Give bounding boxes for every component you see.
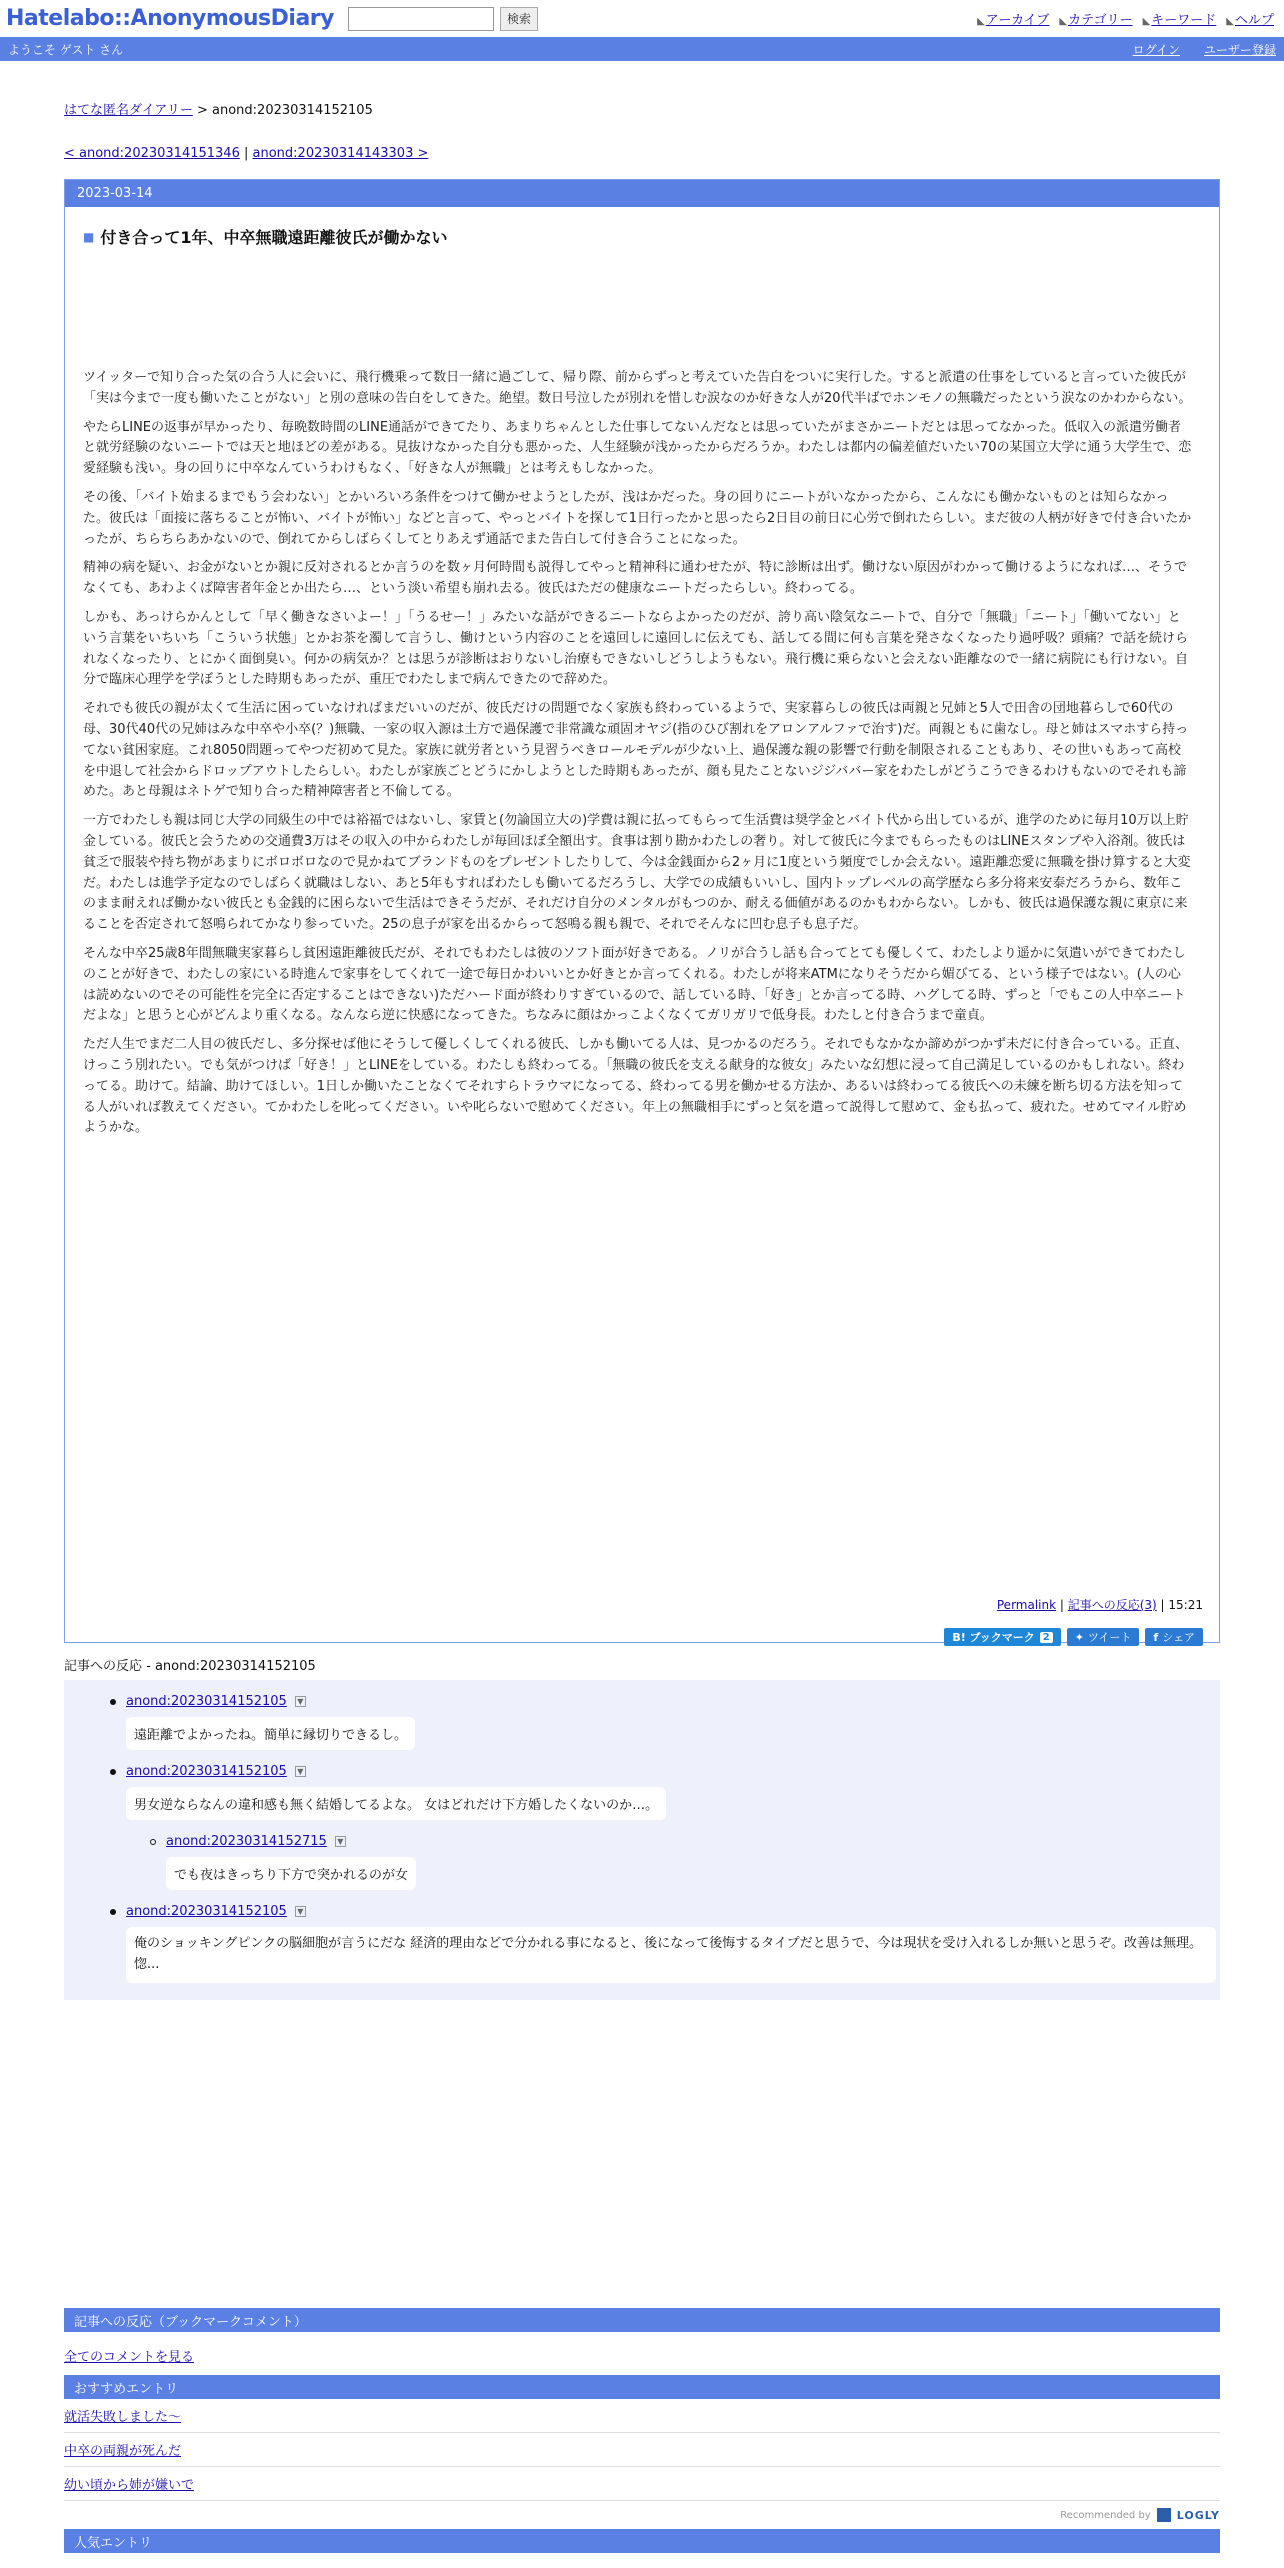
recommended-by [64,2501,1220,2529]
dropdown-icon[interactable]: ▼ [295,1766,306,1777]
nav-keyword [1143,9,1217,28]
reaction-item [80,1764,1204,1820]
reaction-text: でも夜はきっちり下方で突かれるのが女 [166,1857,416,1890]
reaction-link[interactable]: anond:20230314152105 [126,1694,287,1709]
nav-keyword-link[interactable]: キーワード [1151,13,1217,28]
bookmark-comments-heading: 記事への反応（ブックマークコメント） [64,2308,1220,2332]
entry-paragraph: ツイッターで知り合った気の合う人に会いに、飛行機乗って数日一緒に過ごして、帰り際、前からずっと考えていた告白をついに実行した。すると派遣の仕事をしていると言っていた彼氏が「実は今まで一度も働いたことがない」と別の意味の告白をしてきた。絶望。数日号泣したが別れを惜しむ涙なのか好きな人が20代半ばでホンモノの無職だったという涙なのかわからない。 [83,370,1192,406]
entry-paragraph: しかも、あっけらかんとして「早く働きなさいよー！」「うるせー！」みたいな話ができるニートならよかったのだが、誇り高い陰気なニートで、自分で「無職」「ニート」「働いてない」という言葉をいちいち「こういう状態」とかお茶を濁して言うし、働けという内容のことを遠回しに遠回しに伝えても、話してる間に何も言葉を発さなくなったり過呼吸？頭痛？で話を続けられなくなったり、とにかく面倒臭い。何かの病気か？とは思うが診断はおりないし治療もできないしどうしようもない。飛行機に乗らないと会えない距離なので一緒に病院にも行けない。自分で臨床心理学を学ぼうとした時期もあったが、重圧でわたしまで病んできたので辞めた。 [83,609,1189,688]
share-buttons [944,1628,1203,1646]
dropdown-icon[interactable]: ▼ [295,1906,306,1917]
triangle-icon: ◣ [1059,16,1068,27]
reactions-heading-id: anond:20230314152105 [154,1659,316,1674]
entry-time: 15:21 [1168,1598,1203,1612]
entry-paragraph: 精神の病を疑い、お金がないとか親に反対されるとか言うのを数ヶ月何時間も説得してやっと精神科に通わせたが、特に診断は出ず。働けない原因がわかって働けるようになれば…、そうでなくても、あわよくば障害者年金とか出たら…、という淡い希望も崩れ去る。彼氏はただの健康なニートだったらしい。終わってる。 [83,560,1187,597]
popular-heading: 人気エントリ [64,2529,1220,2553]
bullet-icon [110,1769,116,1775]
nav-help-link[interactable]: ヘルプ [1234,13,1274,28]
recommended-link[interactable]: 就活失敗しました〜 [64,2410,182,2425]
entry-title: 付き合って1年、中卒無職遠距離彼氏が働かない [100,228,448,247]
bullet-icon [150,1839,156,1845]
entry-paragraph: ただ人生でまだ二人目の彼氏だし、多分探せば他にそうして優しくしてくれる彼氏、しかも働いてる人は、見つかるのだろう。それでもなかなか諦めがつかず未だに付き合っている。正直、けっこう別れたい。でも気がつけば「好き！」とLINEをしている。わたしも終わってる。「無職の彼氏を支える献身的な彼女」みたいな幻想に浸って自己満足しているのかもしれない。終わってる。助けて。結論、助けてほしい。1日しか働いたことなくてそれすらトラウマになってる、終わってる男を働かせる方法か、あるいは終わってる彼氏への未練を断ち切る方法を知ってる人がいれば教えてください。てかわたしを叱ってください。いや叱らないで慰めてください。年上の無職相手にずっと気を遣って説得して慰めて、金も払って、疲れた。せめてマイル貯めようかな。 [83,1037,1189,1136]
welcome-bar [0,37,1284,61]
reaction-item [80,1904,1204,1983]
recommended-item [64,2399,1220,2433]
entry-title-row [83,225,1219,248]
bookmark-count: 2 [1040,1632,1053,1643]
prev-entry-link[interactable]: < anond:20230314151346 [64,146,240,161]
register-link[interactable]: ユーザー登録 [1203,42,1276,57]
reaction-text: 遠距離でよかったね。簡単に縁切りできるし。 [126,1717,415,1750]
site-logo[interactable]: Hatelabo::AnonymousDiary [6,6,334,31]
nav-archive-link[interactable]: アーカイブ [985,13,1050,28]
entry-body [83,368,1193,1139]
recommended-link[interactable]: 幼い頃から姉が嫌いで [64,2478,195,2493]
logly-logo[interactable]: LOGLY [1176,2508,1220,2522]
see-all-comments-link[interactable]: 全てのコメントを見る [64,2350,195,2365]
main-content [64,99,1220,2553]
reaction-link[interactable]: anond:20230314152105 [126,1904,287,1919]
logly-logo-icon [1157,2508,1171,2522]
reaction-header [80,1764,1204,1779]
tweet-label: ツイート [1087,1631,1132,1644]
bullet-icon [110,1909,116,1915]
reaction-link[interactable]: anond:20230314152105 [126,1764,287,1779]
triangle-icon: ◣ [1142,16,1151,27]
footer-separator: | [1056,1598,1068,1612]
bullet-icon [110,1699,116,1705]
nav-help [1226,9,1274,28]
top-nav [977,9,1278,28]
dropdown-icon[interactable]: ▼ [295,1696,306,1707]
entry-section [64,179,1220,1643]
triangle-icon: ◣ [1226,16,1234,27]
reactions-list [64,1680,1220,2000]
hatena-bookmark-button[interactable] [944,1628,1060,1646]
nav-archive [977,9,1049,28]
dropdown-icon[interactable]: ▼ [335,1836,346,1847]
next-entry-link[interactable]: anond:20230314143303 > [252,146,429,161]
search-input[interactable] [348,7,494,31]
breadcrumb-current: anond:20230314152105 [212,103,373,118]
entry-paragraph: それでも彼氏の親が太くて生活に困っていなければまだいいのだが、彼氏だけの問題でなく家族も終わっているようで、実家暮らしの彼氏は両親と兄姉と5人で田舎の団地暮らしで60代の母、30代40代の兄姉はみな中卒や小卒(？)無職、一家の収入源は土方で過保護で非常識な頑固オヤジ(指のひび割れをアロンアルファで治す)だ。両親ともに歯なし。母と姉はスマホすら持ってない貧困家庭。これ8050問題ってやつだ初めて見た。家族に就労者という見習うべきロールモデルが少ない上、過保護な親の影響で行動を制限されることもあり、その世いもあって高校を中退して社会からドロップアウトしたらしい。わたしが家族ごとどうにかしようとした時期もあったが、顔も見たことないジジババー家をわたしがどうこうできるわけもないのでそれも諦めた。あと母親はネトゲで知り合った精神障害者と不倫してる。 [83,701,1189,800]
square-icon: ■ [83,229,95,244]
time-separator: | [1156,1598,1169,1612]
recommended-by-label: Recommended by [1060,2509,1151,2521]
see-all-comments [64,2346,1220,2365]
nav-category-link[interactable]: カテゴリー [1068,13,1133,28]
facebook-share-label: シェア [1162,1631,1195,1644]
entry-paragraph: その後、「バイト始まるまでもう会わない」とかいろいろ条件をつけて働かせようとしたが、浅はかだった。身の回りにニートがいなかったから、こんなにも働かないものとは知らなかった。彼氏は「面接に落ちることが怖い、バイトが怖い」などと言って、やっとバイトを探して1日行ったかと思ったら2日目の前日に心労で倒れたらしい。まだ彼の人柄が好きで付き合いたかったが、ちらちらあかないので、倒れてからしばらくしてとりあえず通話でまた告白して付き合うことになった。 [83,489,1192,547]
nav-category [1059,9,1132,28]
bird-icon: ✦ [1074,1630,1084,1644]
facebook-icon: f [1153,1630,1159,1644]
reactions-link[interactable]: 記事への反応(3) [1067,1598,1157,1612]
breadcrumb-separator: > [192,103,213,118]
entry-paragraph: やたらLINEの返事が早かったり、毎晩数時間のLINE通話ができてたり、あまりちゃんとした仕事してないんだなとは思っていたがまさかニートだとは思ってなかった。低収入の派遣労働者と就労経験のないニートでは天と地ほどの差がある。見抜けなかった自分も悪かった、人生経験が浅かったからだろうか。わたしは都内の偏差値だいたい70の某国立大学に通う大学生で、恋愛経験も浅い。身の回りに中卒なんていうわけもなく、「好きな人が無職」とは考えもしなかった。 [83,419,1192,477]
prev-next-nav [64,146,1220,161]
entry-paragraph: そんな中卒25歳8年間無職実家暮らし貧困遠距離彼氏だが、それでもわたしは彼のソフト面が好きである。ノリが合うし話も合ってとても優しくて、わたしより遥かに気遣いができてわたしのことが好きで、わたしの家にいる時進んで家事をしてくれて一途で毎日かわいいとか好きとか言ってくれる。わたしが将来ATMになりそうだから媚びてる、という様子ではない。(人の心は読めないのでその可能性を完全に否定することはできない)ただハード面が終わりすぎているので、話している時、「好き」とか言ってる時、ハグしてる時、ずっと「でもこの人中卒ニートだよな」と思うと心がどんより重くなる。なんなら逆に快感になってきた。ちなみに顔はかっこよくなくてガリガリで低身長。わたしと付き合うまで童貞。 [83,945,1186,1024]
recommended-heading: おすすめエントリ [64,2375,1220,2399]
reaction-link[interactable]: anond:20230314152715 [166,1834,327,1849]
recommended-item [64,2467,1220,2501]
permalink[interactable]: Permalink [996,1598,1057,1612]
breadcrumb [64,99,1220,118]
hatena-bookmark-label: B! ブックマーク [952,1631,1035,1644]
account-links [1133,41,1276,58]
recommended-item [64,2433,1220,2467]
facebook-share-button[interactable] [1145,1628,1203,1646]
prev-next-separator: | [239,146,253,161]
reaction-header [80,1834,1204,1849]
login-link[interactable]: ログイン [1132,42,1180,57]
entry-date: 2023-03-14 [65,180,1219,207]
reaction-item-nested [80,1834,1204,1890]
reaction-text: 男女逆ならなんの違和感も無く結婚してるよな。 女はどれだけ下方婚したくないのか…。 [126,1787,666,1820]
reaction-item [80,1694,1204,1750]
reactions-heading [64,1655,1220,1674]
entry-paragraph: 一方でわたしも親は同じ大学の同級生の中では裕福ではないし、家賃と(勿論国立大の)学費は親に払ってもらって生活費は奨学金とバイト代から出しているが、進学のために毎月10万以上貯金している。彼氏と会うための交通費3万はその収入の中からわたしが毎回ほぼ全額出す。食事は割り勘かわたしの奢り。対して彼氏に今までもらったものはLINEスタンプや入浴剤。彼氏は貧乏で服装や持ち物があまりにボロボロなので見かねてブランドものをプレゼントしたりして、今は金銭面から2ヶ月に1度という頻度でしか会えない。遠距離恋愛に無職を掛け算すると大変だ。わたしは進学予定なのでしばらく就職はしない、あと5年もすればわたしも働いてるだろうし、大学での成績もいいし、国内トップレベルの高学歴なら多分将来安泰だろうから、数年このまま耐えれば働かない彼氏とも金銭的に困らないで生活はできそうだが、それだけ自分のメンタルがもつのか、耐える価値があるのかもわからない。しかも、彼氏は過保護な親に東京に来ることを否定されて怒鳴られてかなり参っていた。25の息子が家を出るからって怒鳴る親も親で、それでそんなに凹む息子も息子だ。 [83,813,1191,933]
search-button[interactable]: 検索 [500,7,538,31]
reaction-text: 俺のショッキングピンクの脳細胞が言うにだな 経済的理由などで分かれる事になると、後になって後悔するタイプだと思うで、今は現状を受け入れるしか無いと思うぞ。改善は無理。惚... [126,1927,1216,1983]
triangle-icon: ◣ [977,16,985,27]
reactions-heading-prefix: 記事への反応 - [64,1659,155,1674]
entry-footer [997,1596,1203,1613]
reaction-header [80,1694,1204,1709]
welcome-text: ようこそ ゲスト さん [8,42,124,57]
breadcrumb-home[interactable]: はてな匿名ダイアリー [64,103,193,118]
top-bar [0,0,1284,37]
tweet-button[interactable] [1067,1628,1140,1646]
recommended-link[interactable]: 中卒の両親が死んだ [64,2444,182,2459]
reaction-header [80,1904,1204,1919]
